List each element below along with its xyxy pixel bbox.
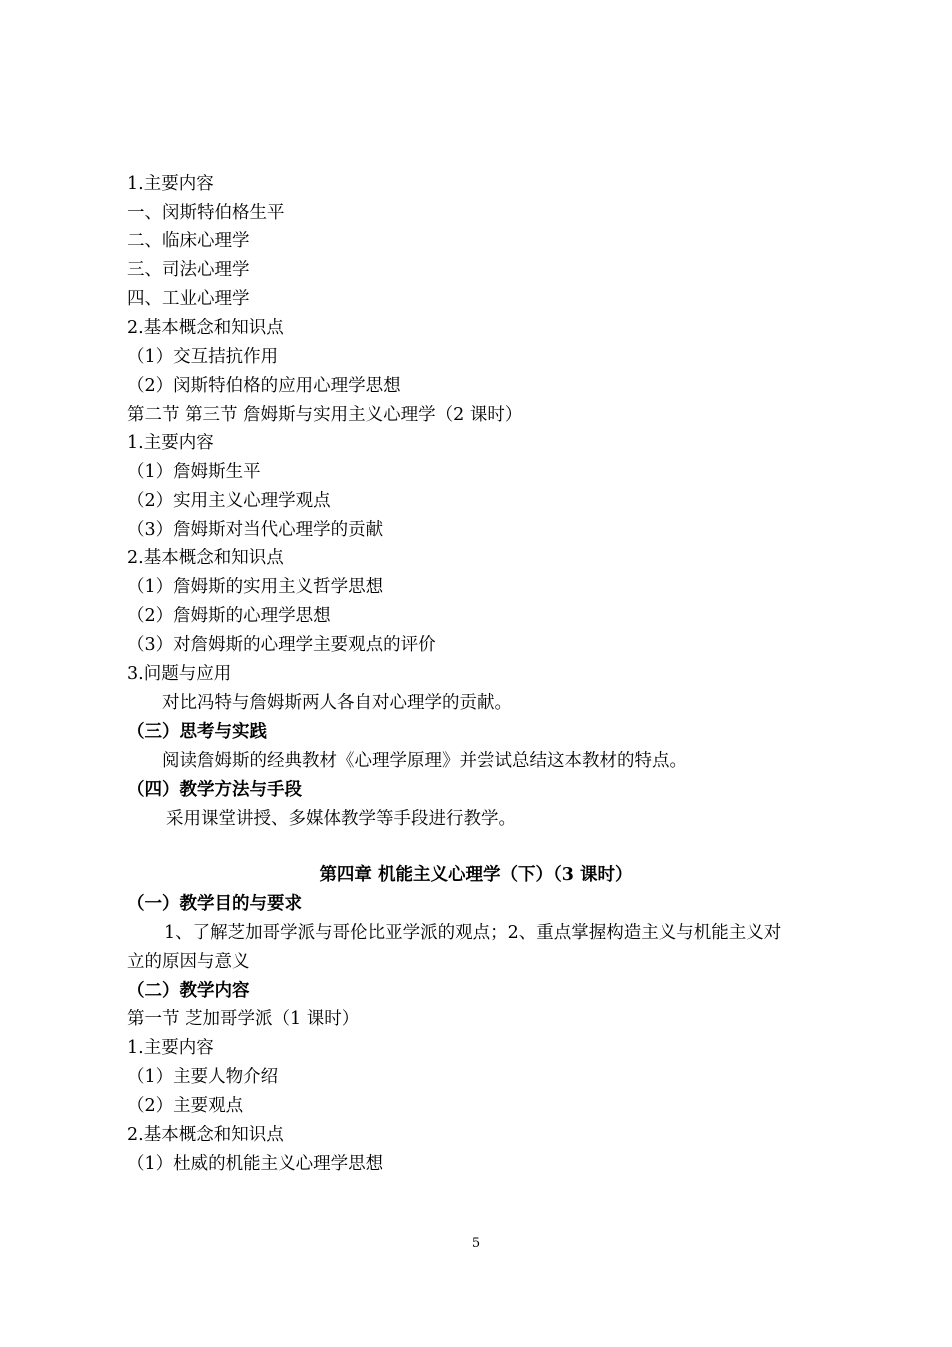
list-item: （3）对詹姆斯的心理学主要观点的评价 [127, 635, 436, 655]
paragraph: 对比冯特与詹姆斯两人各自对心理学的贡献。 [162, 693, 512, 713]
bold-heading: （二）教学内容 [127, 981, 250, 1001]
heading-main-content: 1.主要内容 [127, 1038, 214, 1058]
list-item: 二、临床心理学 [127, 231, 250, 251]
heading-questions: 3.问题与应用 [127, 664, 232, 684]
heading-concepts: 2.基本概念和知识点 [127, 548, 284, 568]
paragraph-continuation: 立的原因与意义 [127, 952, 250, 972]
list-item: （1）詹姆斯生平 [127, 462, 261, 482]
chapter-title: 第四章 机能主义心理学（下）（3 课时） [319, 865, 633, 885]
list-item: （2）闵斯特伯格的应用心理学思想 [127, 376, 401, 396]
bold-heading: （一）教学目的与要求 [127, 894, 302, 914]
list-item: （2）詹姆斯的心理学思想 [127, 606, 331, 626]
section-heading: 第二节 第三节 詹姆斯与实用主义心理学（2 课时） [127, 405, 523, 425]
list-item: （2）实用主义心理学观点 [127, 491, 331, 511]
list-item: （1）杜威的机能主义心理学思想 [127, 1154, 384, 1174]
list-item: 一、闵斯特伯格生平 [127, 203, 285, 223]
paragraph: 采用课堂讲授、多媒体教学等手段进行教学。 [166, 809, 516, 829]
list-item: （1）交互拮抗作用 [127, 347, 279, 367]
heading-concepts: 2.基本概念和知识点 [127, 1125, 284, 1145]
list-item: （2）主要观点 [127, 1096, 244, 1116]
list-item: （1）主要人物介绍 [127, 1067, 279, 1087]
list-item: （1）詹姆斯的实用主义哲学思想 [127, 577, 384, 597]
page-number: 5 [471, 1236, 481, 1251]
list-item: 三、司法心理学 [127, 260, 250, 280]
list-item: （3）詹姆斯对当代心理学的贡献 [127, 520, 384, 540]
heading-concepts: 2.基本概念和知识点 [127, 318, 284, 338]
list-item: 四、工业心理学 [127, 289, 250, 309]
heading-main-content: 1.主要内容 [127, 174, 214, 194]
section-heading: 第一节 芝加哥学派（1 课时） [127, 1009, 360, 1029]
bold-heading: （四）教学方法与手段 [127, 780, 302, 800]
bold-heading: （三）思考与实践 [127, 722, 267, 742]
paragraph: 阅读詹姆斯的经典教材《心理学原理》并尝试总结这本教材的特点。 [162, 751, 687, 771]
heading-main-content: 1.主要内容 [127, 433, 214, 453]
paragraph: 1、了解芝加哥学派与哥伦比亚学派的观点；2、重点掌握构造主义与机能主义对 [164, 923, 782, 943]
